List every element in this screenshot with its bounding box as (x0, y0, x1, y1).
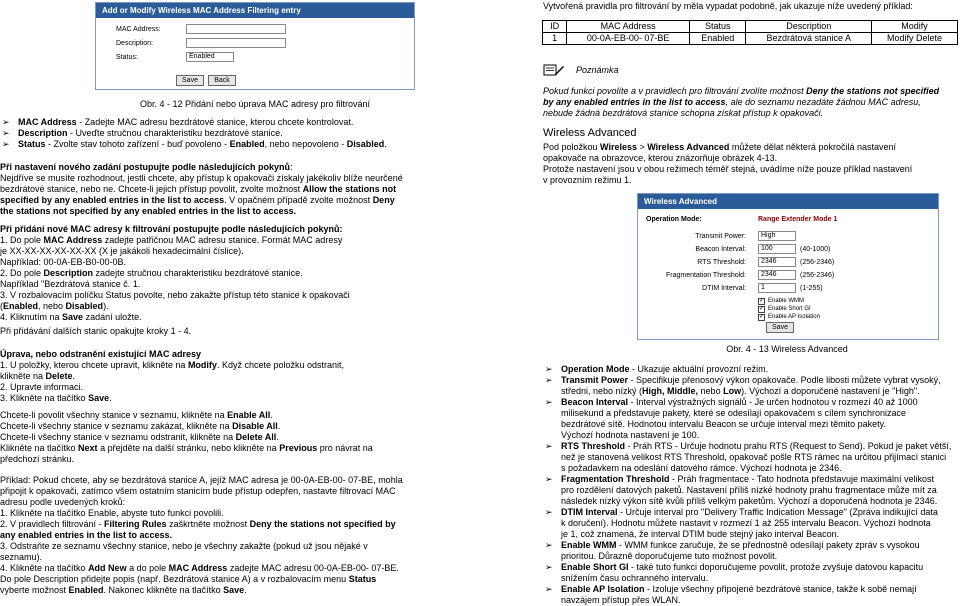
wireless-advanced-title: Wireless Advanced (543, 127, 637, 139)
list-item: ➢ MAC Address - Zadejte MAC adresu bezdrátové stanice, kterou chcete kontrolovat. (0, 117, 500, 128)
example-section: Příklad: Pokud chcete, aby se bezdrátová stanice A, jejíž MAC adresa je 00-0A-EB-00- 07-BE, mohla připojit k opakovači, zatímco všem ostatním stanicím bude přístup odepřen, nastavte filtrovací MAC adresu podle uvedených kroků: 1. Klikněte na tlačítko Enable, abyste tuto funkci povolili. 2. V pravidlech filtrování - Filtering Rules zaškrtněte možnost Deny the stations not specified by any enabled entries in the list to access. 3. Odstraňte ze seznamu všechny stanice, nebo je všechny zakažte (pokud už jsou nějaké v seznamu). 4. Klikněte na tlačítko Add New a do pole MAC Address zadejte MAC adresu 00-0A-EB-00- 07-BE. Do pole Description přidejte popis (např. Bezdrátová stanice A) a v rozbalovacím menu Status vyberte možnost Enabled. Nakonec klikněte na tlačítko Save. (0, 475, 403, 595)
setting-range: (256-2346) (800, 272, 835, 279)
description-label: Description: (116, 40, 153, 47)
table-row (543, 33, 958, 45)
list-item: Klikněte na tlačítko Next a přejděte na další stránku, nebo klikněte na Previous pro návrat na (0, 443, 373, 453)
wireless-advanced-intro: Pod položkou Wireless > Wireless Advanced můžete dělat některá pokročilá nastavení opakovače na obrazovce, kterou znázorňuje obrázek 4-13. Protože nastavení jsou v obou režimech téměř stejná, uvádíme níže pouze příklad nastavení v provozním režimu 1. (543, 142, 913, 185)
paragraph-line: bezdrátové stanice, nebo ne. Chcete-li jejich přístup povolit, zvolte možnost Allow the stations not (0, 184, 397, 194)
setting-range: (256-2346) (800, 259, 835, 266)
setting-label: RTS Threshold: (697, 259, 746, 266)
list-item: Chcete-li všechny stanice v seznamu odstranit, klikněte na Delete All. (0, 432, 279, 442)
list-item: ➢ Enable Short GI - také tuto funkci doporučujeme povolit, protože zvyšuje datovou kapacitu snížením času ochranného intervalu. (543, 562, 960, 584)
status-select[interactable] (186, 52, 234, 62)
checkbox[interactable]: ✓ (759, 306, 765, 312)
list-item: 1. U položky, kterou chcete upravit, klikněte na Modify. Když chcete položku odstranit, (0, 360, 345, 370)
table-cell: 00-0A-EB-00- 07-BE (567, 33, 690, 45)
note-text: Pokud funkci povolíte a v pravidlech pro filtrování zvolíte možnost Deny the stations not specified by any enabled entries in the list to access, ale do seznamu nezadáte žádnou MAC adresu, nebude žádná bezdrátová stanice schopna získat přístup k opakovači. (543, 86, 940, 118)
enable-disable-section (0, 410, 440, 465)
list-item: 4. Kliknutím na Save zadání uložte. (0, 312, 142, 322)
figure-12-caption: Obr. 4 - 12 Přidání nebo úprava MAC adresy pro filtrování (139, 99, 371, 109)
setting-input[interactable] (758, 244, 796, 254)
wireless-advanced-screenshot (637, 193, 939, 340)
mac-address-label: MAC Address: (116, 26, 161, 33)
status-select-value: Enabled (189, 53, 215, 60)
setting-range: (1-255) (800, 285, 823, 292)
table-header: Modify (872, 21, 958, 33)
table-cell: 1 (543, 33, 567, 45)
description-input[interactable] (186, 38, 286, 48)
repeat-steps-note: Při přidávání dalších stanic opakujte kroky 1 - 4. (0, 326, 192, 336)
table-header: Status (690, 21, 746, 33)
paragraph-line: the stations not specified by any enabled entries in the list to access. (0, 206, 297, 216)
new-rule-heading: Při nastavení nového zadání postupujte podle následujících pokynů (0, 162, 291, 172)
list-item: ➢ DTIM Interval - Určuje interval pro "Delivery Traffic Indication Message" (Zpráva indikující data k doručení). Hodnotu můžete nastavit v rozmezí 1 až 255 intervalu Beacon. Výchozí hodnota je 1, což znamená, že interval DTIM bude stejný jako interval Beacon. (543, 507, 960, 540)
screenshot-header: Add or Modify Wireless MAC Address Filtering entry (96, 3, 414, 18)
save-button[interactable]: Save (766, 322, 794, 333)
note-label: Poznámka (576, 65, 619, 75)
figure-13-caption: Obr. 4 - 13 Wireless Advanced (726, 344, 848, 354)
list-item: 2. Do pole Description zadejte stručnou charakteristiku bezdrátové stanice. (0, 268, 303, 278)
setting-input[interactable] (758, 270, 796, 280)
list-item: ➢ Enable WMM - WMM funkce zaručuje, že se přednostně odesílají pakety zpráv s vysokou prioritou. Důrazně doporučujeme tuto možnost povolit. (543, 540, 960, 562)
list-item: 3. Klikněte na tlačítko Save. (0, 393, 112, 403)
edit-steps-section (0, 349, 440, 404)
list-item: ➢ Beacon Interval - Interval výstražných signálů - Je určen hodnotou v rozmezí 40 až 1000 milisekund a představuje pakety, které se odesílají opakovačem s cílem synchronizace bezdrátové sítě. Hodnotou intervalu Beacon se určuje interval mezi těmito pakety. Výchozí hodnota nastavení je 100. (543, 397, 960, 441)
list-item: předchozí stránku. (0, 454, 75, 464)
table-header: ID (543, 21, 567, 33)
list-item: ➢ Transmit Power - Specifikuje přenosový výkon opakovače. Podle libosti můžete vybrat vysoký, středni, nebo nízký (High, Middle, nebo Low). Výchozí a doporučené nastavení je "High". (543, 375, 960, 397)
setting-value: 2346 (761, 271, 777, 278)
table-cell: Enabled (690, 33, 746, 45)
table-header-row (543, 21, 958, 33)
paragraph-line: Nejdříve se musíte rozhodnout, jestli chcete, aby přístup k opakovači získaly jakékoliv blíže neurčené (0, 173, 403, 183)
setting-input[interactable] (758, 231, 796, 241)
new-rule-section: Při nastavení nového zadání postupujte podle následujících pokynů: Nejdříve se musíte rozhodnout, jestli chcete, aby přístup k opakovači získaly jakékoliv blíže neurčené bezdrátové stanice, nebo ne. Chcete-li jejich přístup povolit, zvolte možnost Allow the stations not specified by any enabled entries in the list to access. V opačném případě zvolte možnost Deny the stations not specified by any enabled entries in the list to access. (0, 162, 420, 217)
setting-input[interactable] (758, 257, 796, 267)
mac-address-input[interactable] (186, 24, 286, 34)
save-button[interactable]: Save (176, 75, 204, 86)
setting-label: Beacon Interval: (695, 246, 746, 253)
list-item: ➢ Operation Mode - Ukazuje aktuální provozní režim. (543, 364, 960, 375)
setting-value: 2346 (761, 258, 777, 265)
paragraph-line: specified by any enabled entries in the list to access. V opačném případě zvolte možnost Deny (0, 195, 395, 205)
table-cell: Bezdrátová stanice A (746, 33, 872, 45)
checkbox-label: Enable AP Isolation (768, 314, 820, 320)
list-item: 3. V rozbalovacím políčku Status povolte, nebo zakažte přístup této stanice k opakovači (0, 290, 350, 300)
setting-label: Fragmentation Threshold: (665, 272, 746, 279)
field-bullets (0, 117, 500, 150)
setting-input[interactable] (758, 283, 796, 293)
mac-filter-table (542, 20, 958, 45)
advanced-bullets (543, 364, 960, 606)
operation-mode-value: Range Extender Mode 1 (758, 216, 838, 223)
table-header: MAC Address (567, 21, 690, 33)
list-item: ➢ Enable AP Isolation - Izoluje všechny připojené bezdrátové stanice, takže k sobě nemají navzájem přístup přes WLAN. (543, 584, 960, 606)
add-steps-heading: Při přidání nové MAC adresy k filtrování postupujte podle následujících pokynů: (0, 224, 343, 234)
setting-label: DTIM Interval: (702, 285, 746, 292)
list-item: Chcete-li všechny stanice v seznamu zakázat, klikněte na Disable All. (0, 421, 281, 431)
list-item: (Enabled, nebo Disabled). (0, 301, 109, 311)
checkbox-label: Enable WMM (768, 298, 805, 304)
screenshot-header: Wireless Advanced (638, 194, 938, 209)
list-item: Například: 00-0A-EB-B0-00-0B. (0, 257, 127, 267)
list-item: ➢ RTS Threshold - Práh RTS - Určuje hodnotu prahu RTS (Request to Send). Pokud je paket větší, než je stanovená velikost RTS Threshold, opakovač pošle RTS rámec na určitou přijímací stanici s požadavkem na odeslání datového rámce. Výchozí hodnota je 2346. (543, 441, 960, 474)
checkbox[interactable]: ✓ (759, 298, 765, 304)
list-item: ➢ Status - Zvolte stav tohoto zařízení - buď povoleno - Enabled, nebo nepovoleno - Disabled. (0, 139, 500, 150)
checkbox[interactable]: ✓ (759, 314, 765, 320)
edit-steps-heading: Úprava, nebo odstranění existující MAC adresy (0, 349, 202, 359)
list-item: ➢ Fragmentation Threshold - Práh fragmentace - Tato hodnota představuje maximální velikost pro rozdělení datových paketů. Nastavení příliš nízké hodnoty prahu fragmentace může mít za následek nízký výkon sítě kvůli příliš velkým paketům. Výchozí a doporučená hodnota je 2346. (543, 474, 960, 507)
list-item: ➢ Description - Uveďte stručnou charakteristiku bezdrátové stanice. (0, 128, 500, 139)
setting-range: (40-1000) (800, 246, 831, 253)
list-item: 1. Do pole MAC Address zadejte patřičnou MAC adresu stanice. Formát MAC adresy (0, 235, 343, 245)
list-item: Chcete-li povolit všechny stanice v seznamu, klikněte na Enable All. (0, 410, 273, 420)
table-header: Description (746, 21, 872, 33)
operation-mode-label: Operation Mode: (646, 216, 702, 223)
add-steps-section (0, 224, 440, 323)
list-item: Například "Bezdrátová stanice č. 1. (0, 279, 141, 289)
setting-value: 1 (761, 284, 765, 291)
mac-filter-screenshot (95, 2, 415, 90)
checkbox-label: Enable Short GI (768, 306, 811, 312)
setting-value: High (761, 232, 776, 239)
status-label: Status: (116, 54, 138, 61)
setting-label: Transmit Power: (695, 233, 746, 240)
back-button[interactable]: Back (208, 75, 236, 86)
list-item: je XX-XX-XX-XX-XX-XX (X je jakákoli hexadecimální číslice). (0, 246, 244, 256)
list-item: klikněte na Delete. (0, 371, 76, 381)
table-cell: Modify Delete (872, 33, 958, 45)
note-icon (543, 63, 565, 76)
setting-value: 100 (761, 245, 773, 252)
filter-rules-intro: Vytvořená pravidla pro filtrování by měla vypadat podobně, jak ukazuje níže uvedený příklad: (543, 1, 913, 11)
list-item: 2. Upravte informaci. (0, 382, 84, 392)
